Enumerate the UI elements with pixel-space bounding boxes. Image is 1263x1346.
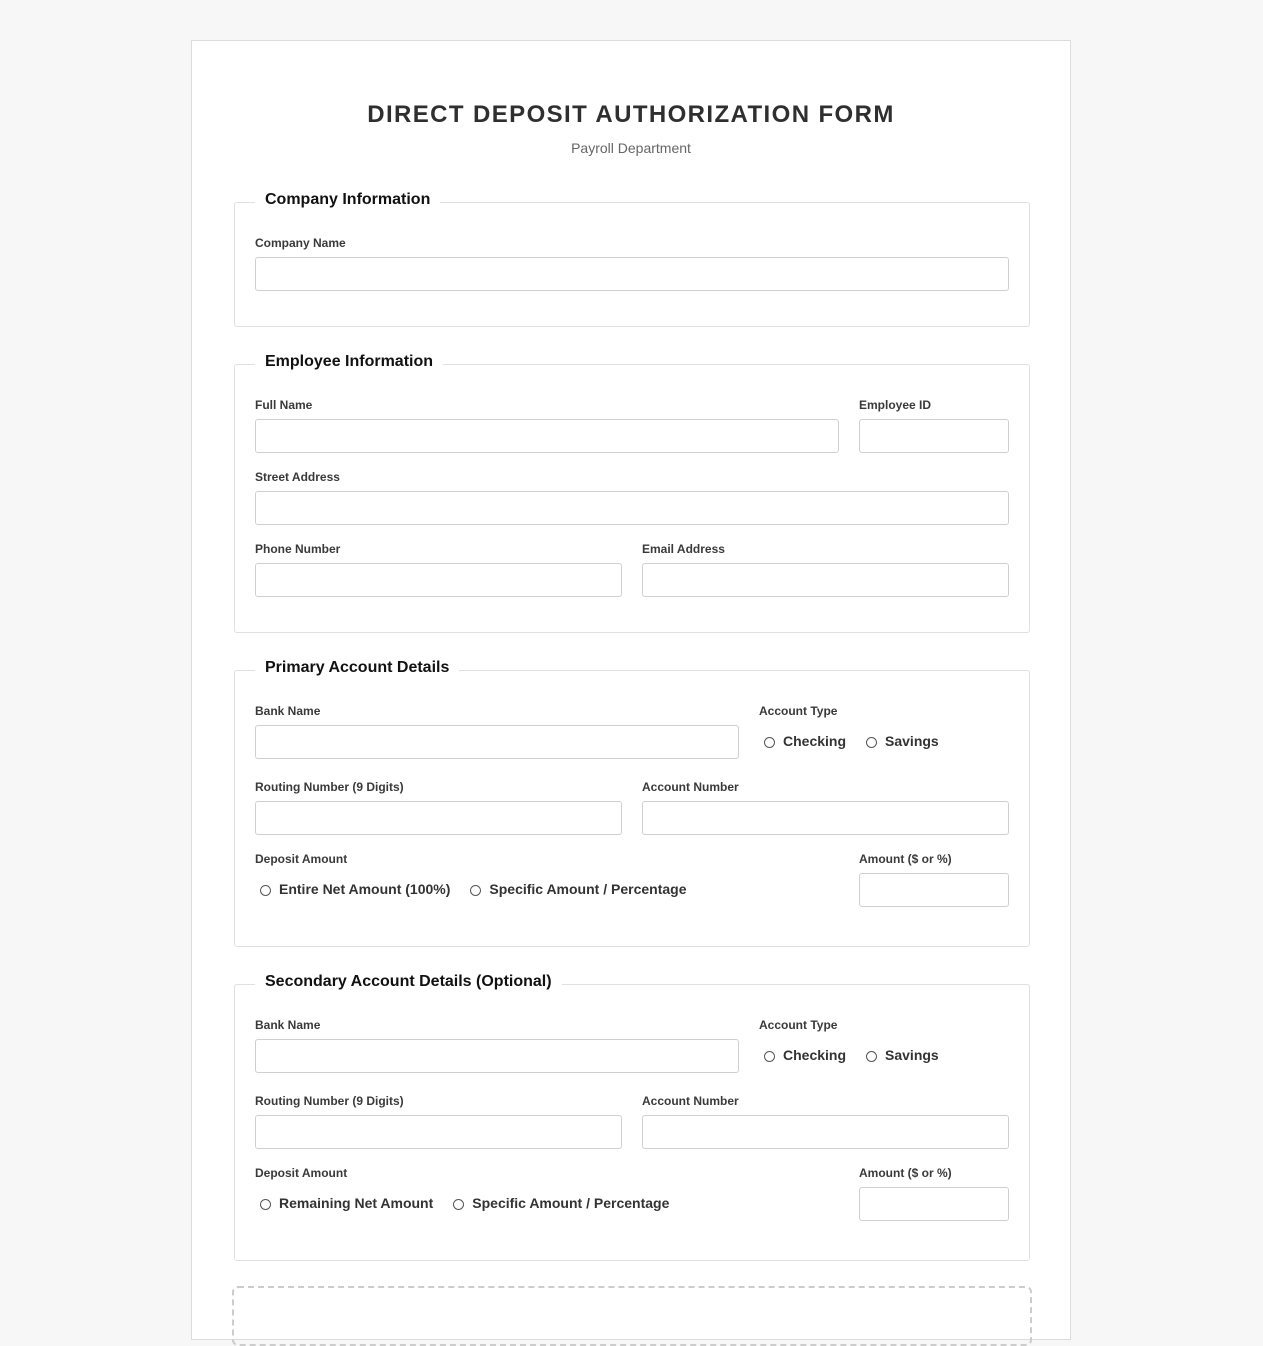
primary-account-type-label: Account Type [759,704,838,718]
secondary-account-number-label: Account Number [642,1094,739,1108]
employee-information-section [234,353,1030,633]
radio-label: Savings [885,1047,939,1063]
secondary-bank-name-label: Bank Name [255,1018,321,1032]
radio-label: Entire Net Amount (100%) [279,881,451,897]
radio-button-icon[interactable] [764,1051,775,1062]
radio-button-icon[interactable] [453,1199,464,1210]
employee-id-input[interactable] [859,419,1009,453]
primary-checking-option[interactable] [764,733,846,749]
company-name-input[interactable] [255,257,1009,291]
primary-bank-name-input[interactable] [255,725,739,759]
full-name-input[interactable] [255,419,839,453]
radio-label: Checking [783,733,847,749]
secondary-routing-label: Routing Number (9 Digits) [255,1094,404,1108]
primary-account-section [234,659,1030,947]
form-subtitle: Payroll Department [571,140,691,156]
radio-button-icon[interactable] [470,885,481,896]
secondary-remaining-net-option[interactable] [260,1195,433,1211]
primary-amount-label: Amount ($ or %) [859,852,952,866]
radio-label: Remaining Net Amount [279,1195,434,1211]
section-legend: Primary Account Details [255,659,459,677]
secondary-account-section [234,973,1030,1261]
secondary-account-type-group [764,1047,959,1063]
radio-label: Specific Amount / Percentage [489,881,687,897]
email-address-label: Email Address [642,542,725,556]
secondary-bank-name-input[interactable] [255,1039,739,1073]
radio-label: Checking [783,1047,847,1063]
radio-button-icon[interactable] [260,1199,271,1210]
street-address-input[interactable] [255,491,1009,525]
radio-button-icon[interactable] [866,737,877,748]
primary-amount-input[interactable] [859,873,1009,907]
primary-routing-input[interactable] [255,801,622,835]
phone-number-label: Phone Number [255,542,341,556]
radio-button-icon[interactable] [260,885,271,896]
employee-id-label: Employee ID [859,398,932,412]
radio-label: Specific Amount / Percentage [472,1195,670,1211]
form-page [191,40,1071,1340]
secondary-routing-input[interactable] [255,1115,622,1149]
email-address-input[interactable] [642,563,1009,597]
primary-account-type-group [764,733,959,749]
radio-label: Savings [885,733,939,749]
secondary-deposit-amount-group [260,1195,689,1211]
form-title: DIRECT DEPOSIT AUTHORIZATION FORM [367,101,895,128]
section-legend: Employee Information [255,353,443,371]
secondary-checking-option[interactable] [764,1047,846,1063]
authorization-box [232,1286,1032,1346]
company-name-label: Company Name [255,236,346,250]
radio-button-icon[interactable] [764,737,775,748]
secondary-savings-option[interactable] [866,1047,939,1063]
phone-number-input[interactable] [255,563,622,597]
secondary-specific-amount-option[interactable] [453,1195,669,1211]
secondary-amount-label: Amount ($ or %) [859,1166,952,1180]
primary-account-number-label: Account Number [642,780,739,794]
primary-savings-option[interactable] [866,733,939,749]
primary-bank-name-label: Bank Name [255,704,321,718]
primary-deposit-amount-group [260,881,706,897]
radio-button-icon[interactable] [866,1051,877,1062]
primary-account-number-input[interactable] [642,801,1009,835]
secondary-account-number-input[interactable] [642,1115,1009,1149]
company-information-section [234,191,1030,327]
full-name-label: Full Name [255,398,313,412]
street-address-label: Street Address [255,470,340,484]
section-legend: Company Information [255,191,440,209]
secondary-deposit-amount-label: Deposit Amount [255,1166,348,1180]
primary-entire-net-option[interactable] [260,881,450,897]
primary-specific-amount-option[interactable] [470,881,686,897]
secondary-account-type-label: Account Type [759,1018,838,1032]
secondary-amount-input[interactable] [859,1187,1009,1221]
primary-deposit-amount-label: Deposit Amount [255,852,348,866]
primary-routing-label: Routing Number (9 Digits) [255,780,404,794]
section-legend: Secondary Account Details (Optional) [255,973,562,991]
